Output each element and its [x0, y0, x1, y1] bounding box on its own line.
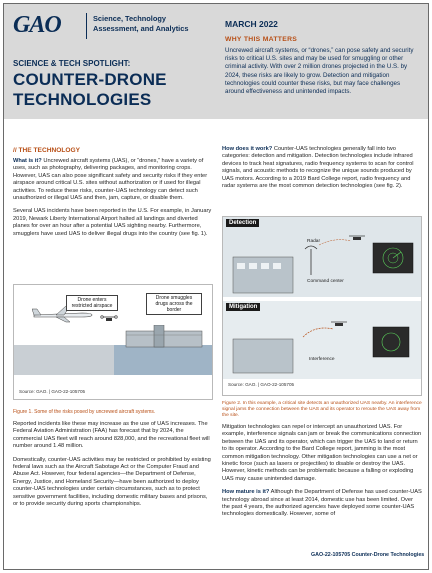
left-column-lower — [13, 421, 213, 514]
interference-label: Interference — [309, 357, 335, 362]
page — [3, 3, 429, 570]
figure-2 — [222, 216, 422, 396]
fig1-source: Source: GAO. | GAO-22-105705 — [19, 389, 86, 394]
how-mature-text: Although the Department of Defense has used counter-UAS technology abroad since at least 2014, domestic use has been limited. Over the past 4 years, the authorized agencies have deployed some counter-UAS technologies domestically. However, some of — [222, 489, 422, 518]
spotlight-kicker: SCIENCE & TECH SPOTLIGHT: — [13, 59, 131, 68]
publication-date: MARCH 2022 — [225, 19, 278, 29]
incidents-paragraph: Several UAS incidents have been reported in the U.S. For example, in January 2019, Newark Liberty International Airport halted all landings and diverted planes for over an hour after a potential UAS sighting nearby. Furthermore, smugglers have used UAS to deliver illegal drugs into the country (see fig. 1). — [13, 208, 212, 237]
why-heading: WHY THIS MATTERS — [225, 36, 298, 43]
what-is-it-text: Uncrewed aircraft systems (UAS), or “drones,” have a variety of uses, such as photography, delivering packages, and monitoring crops. However, UAS can also pose significant safety and security risks if they enter airspace around critical U.S. sites without authorization or if used for illegal activities. To reduce these risks, counter-UAS technology can detect such unauthorized or illegal UAS and then, jam, capture, or disable them. — [13, 158, 208, 202]
callout-restricted: Drone enters restricted airspace — [66, 295, 118, 311]
how-mature-lead: How mature is it? — [222, 489, 270, 496]
drone-icon — [100, 315, 118, 323]
radar-label: Radar — [307, 239, 321, 244]
page-title: COUNTER-DRONE TECHNOLOGIES — [13, 70, 167, 109]
fig2-caption: Figure 2. In this example, a critical site detects an unauthorized UAS nearby. An interference signal jams the connection between the UAS and its operator to reroute the UAS away from the site. — [222, 401, 422, 419]
law-paragraph: Domestically, counter-UAS activities may be restricted or prohibited by existing federal laws such as the Aircraft Sabotage Act or the Computer Fraud and Abuse Act. However, four federal agencies—the Department of Defense, Energy, Justice, and Homeland Security—have been authorized to deploy counter-UAS technologies under certain circumstances, such as to protect sensitive government facilities, including domestic military bases and prisons, or to provide security during sports championships. — [13, 456, 211, 508]
header-band — [4, 4, 428, 119]
forecast-paragraph: Reported incidents like these may increase as the use of UAS increases. The Federal Aviation Administration (FAA) has forecast that by 2024, the commercial UAS fleet will reach around 828,000, and the recreational fleet will number around 1.48 million. — [13, 421, 210, 450]
how-work-lead: How does it work? — [222, 146, 273, 152]
what-is-it-lead: What is it? — [13, 158, 42, 164]
fig1-bottom — [14, 375, 212, 400]
detection-label: Detection — [226, 219, 259, 227]
header-left — [4, 4, 214, 119]
header-right — [219, 4, 428, 119]
department-name: Science, Technology Assessment, and Analytics — [93, 14, 189, 33]
right-column — [222, 146, 422, 196]
command-center-label: Command center — [307, 279, 344, 284]
section-tag: // THE TECHNOLOGY — [13, 147, 81, 154]
fig1-caption: Figure 1. Some of the risks posed by uncrewed aircraft systems. — [13, 409, 156, 415]
how-work-text: Counter-UAS technologies generally fall into two categories: detection and mitigation. Detection technologies include infrared devices to track heat signatures, radio frequency systems to scan for control signals, and acoustic methods to recognize the unique sounds produced by UAS motors. According to a 2019 Bard College report, radio frequency and radar systems are the most common detection technologies (see fig. 2). — [222, 146, 414, 190]
mitigation-label: Mitigation — [226, 303, 260, 311]
fig1-river — [114, 345, 212, 375]
how-work-paragraph — [222, 146, 422, 190]
gao-logo-text: GAO — [13, 11, 61, 38]
mitigation-paragraph: Mitigation technologies can repel or intercept an unauthorized UAS. For example, interference signals can jam or break the communications connection between the UAS and its operator, which can trigger the UAS to land or return to its operator. According to the Bard College report, jamming is the most common mitigation technology. Other mitigation technologies can use a net or kinetic force (such as lasers or projectiles) to disable or destroy the UAS. However, kinetic methods can be problematic because a falling or exploding UAS may cause unintended damage. — [222, 424, 422, 482]
logo-divider — [86, 13, 87, 39]
facility-icon — [124, 325, 204, 349]
page-footer: GAO-22-105705 Counter-Drone Technologies — [311, 552, 425, 558]
why-text: Uncrewed aircraft systems, or “drones,” can pose safety and security risks to critical U.S. sites and may be used for smuggling or other criminal activity. With over 2 million drones projected in the U.S. by 2024, these risks are likely to grow. Detection and mitigation technologies could counter these risks, but may face challenges around effectiveness and unintended impacts. — [225, 47, 414, 96]
fig2-illustration — [223, 217, 421, 379]
how-mature-paragraph — [222, 489, 422, 519]
fig2-source: Source: GAO. | GAO-22-105705 — [228, 382, 295, 387]
figure-1 — [13, 284, 213, 400]
right-column-lower — [222, 424, 422, 525]
what-is-it-paragraph — [13, 158, 213, 202]
callout-smuggle: Drone smuggles drugs across the border — [146, 293, 202, 315]
gao-logo — [13, 12, 77, 38]
left-column — [13, 126, 213, 244]
